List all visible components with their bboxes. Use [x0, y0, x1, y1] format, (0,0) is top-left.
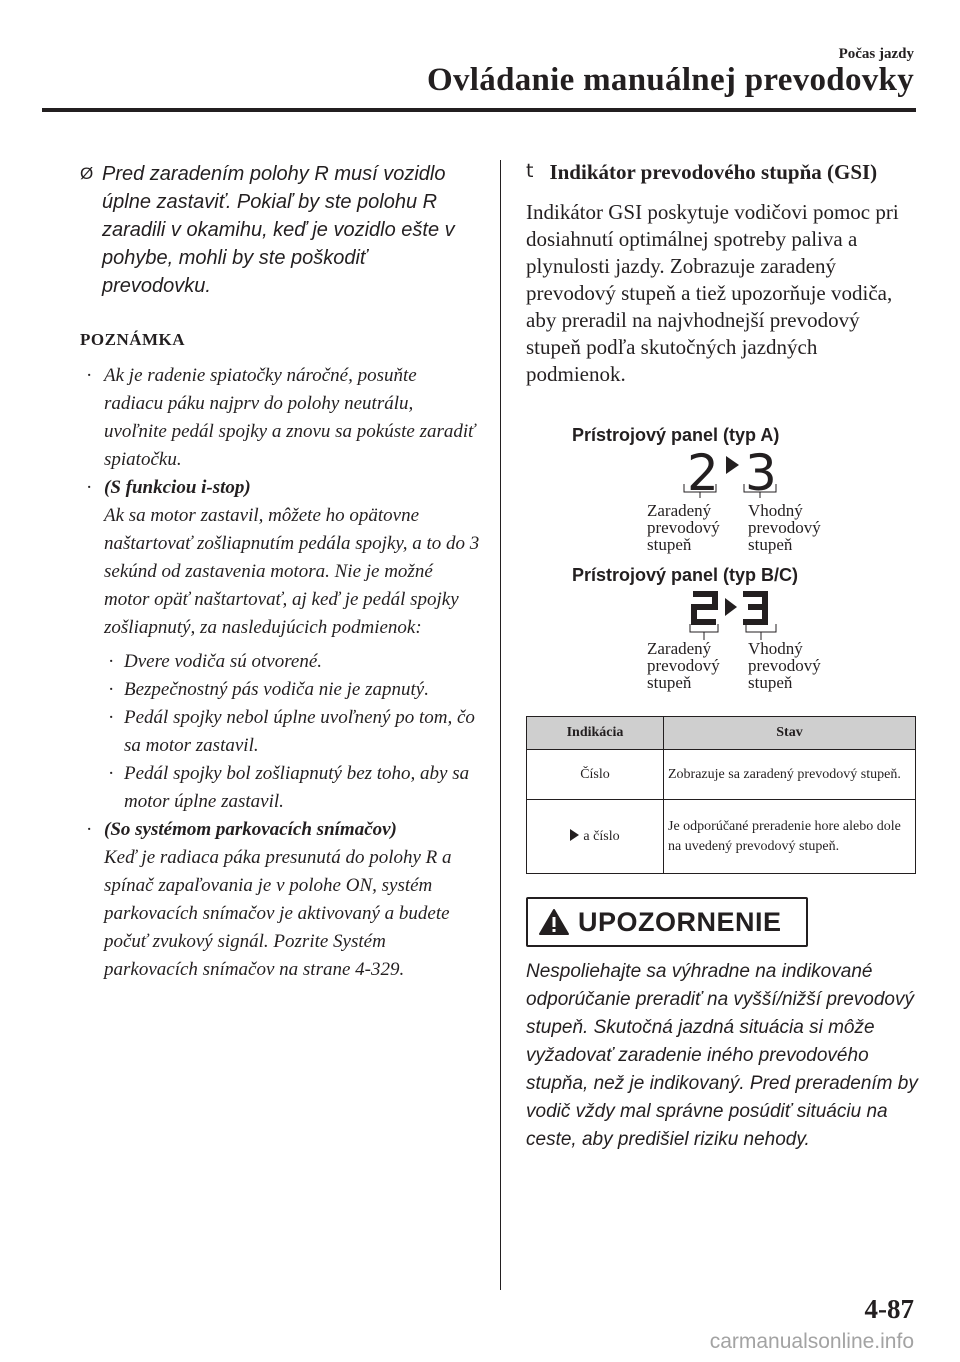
page-number: 4-87: [864, 1294, 914, 1324]
warning-title: UPOZORNENIE: [578, 906, 782, 937]
figure-title-panel-a: Prístrojový panel (typ A): [572, 425, 780, 445]
bullet: ·: [108, 679, 115, 700]
section-mark: t: [526, 160, 534, 182]
condition-item: [104, 648, 480, 676]
bullet: ·: [108, 763, 115, 784]
condition-list: [104, 648, 480, 816]
note-heading: POZNÁMKA: [80, 330, 186, 349]
note-item-text: Keď je radiaca páka presunutá do polohy R a spínač zapaľovania je v polohe ON, systém parkovacích snímačov je aktivovaný a budete počuť zvukový signál. Pozrite Systém parkovacích snímačov na strane 4-329.: [104, 847, 452, 980]
column-divider: [500, 160, 501, 1290]
current-gear-digit: 2: [687, 444, 719, 502]
condition-text: Pedál spojky nebol úplne uvoľnený po tom, čo sa motor zastavil.: [124, 707, 475, 756]
page-title: Ovládanie manuálnej prevodovky: [427, 62, 914, 98]
bullet: ·: [86, 365, 93, 386]
condition-text: Bezpečnostný pás vodiča nie je zapnutý.: [124, 679, 429, 700]
table-cell-state: Zobrazuje sa zaradený prevodový stupeň.: [664, 750, 916, 800]
label-suggested-gear-bc: Vhodný prevodový stupeň: [748, 639, 821, 692]
bullet: ·: [108, 707, 115, 728]
bullet: ·: [108, 651, 115, 672]
label-current-gear-bc: Zaradený prevodový stupeň: [647, 639, 720, 692]
bullet: ·: [86, 819, 93, 840]
shift-arrow-icon: [726, 456, 740, 474]
suggested-gear-digit: 3: [745, 444, 777, 502]
table-header-state: Stav: [664, 717, 916, 750]
figure-title-panel-bc: Prístrojový panel (typ B/C): [572, 565, 799, 585]
note-item: [80, 474, 480, 816]
indication-table: [526, 716, 916, 874]
caution-note: [80, 160, 480, 300]
condition-item: [104, 704, 480, 760]
right-column: [526, 160, 918, 388]
caution-mark: Ø: [80, 164, 94, 183]
label-current-gear: Zaradený prevodový stupeň: [647, 501, 720, 554]
note-item: [80, 362, 480, 474]
section-intro: Indikátor GSI poskytuje vodičovi pomoc pri dosiahnutí optimálnej spotreby paliva a plynulosti jazdy. Zobrazuje zaradený prevodový stupeň a tiež upozorňuje vodiča, aby preradil na najvhodnejší prevodový stupeň podľa skutočných jazdných podmienok.: [526, 200, 899, 386]
condition-item: [104, 676, 480, 704]
gear-callout-lines: [680, 482, 780, 498]
condition-text: Dvere vodiča sú otvorené.: [124, 651, 323, 672]
condition-item: [104, 760, 480, 816]
table-header-indication: Indikácia: [527, 717, 664, 750]
note-item-text: Ak je radenie spiatočky náročné, posuňte radiacu páku najprv do polohy neutrálu, uvoľnite pedál spojky a znovu sa pokúste zaradiť spiatočku.: [104, 365, 476, 470]
warning-text: Nespoliehajte sa výhradne na indikované odporúčanie preradiť na vyšší/nižší prevodový stupeň. Skutočná jazdná situácia si môže vyžadovať zaradenie iného prevodového stupňa, než je indikovaný. Pred preradením by vodič vždy mal správne posúdiť situáciu na ceste, aby predišiel riziku nehody.: [526, 961, 918, 1150]
table-row: [527, 750, 916, 800]
shift-arrow-icon: [570, 829, 580, 841]
table-row: [527, 800, 916, 874]
segment-callout-lines: [686, 622, 782, 640]
table-header-row: [527, 717, 916, 750]
section-heading: [526, 160, 918, 185]
watermark: carmanualsonline.info: [709, 1330, 914, 1353]
note-item-heading: (S funkciou i-stop): [104, 477, 251, 498]
condition-text: Pedál spojky bol zošliapnutý bez toho, aby sa motor úplne zastavil.: [124, 763, 470, 812]
table-cell-indication: Číslo: [527, 750, 664, 800]
warning-triangle-icon: [538, 908, 570, 936]
header-divider: [42, 108, 916, 112]
note-item-heading: (So systémom parkovacích snímačov): [104, 819, 397, 840]
label-suggested-gear: Vhodný prevodový stupeň: [748, 501, 821, 554]
chapter-label: Počas jazdy: [838, 46, 914, 62]
note-list: [80, 362, 480, 984]
section-title: Indikátor prevodového stupňa (GSI): [549, 160, 878, 184]
note-item: [80, 816, 480, 984]
note-item-text: Ak sa motor zastavil, môžete ho opätovne naštartovať zošliapnutím pedála spojky, a to do 3 sekúnd od zastavenia motora. Nie je možné motor opäť naštartovať, aj keď je pedál spojky zošliapnutý, za nasledujúcich podmienok:: [104, 505, 480, 638]
caution-text: Pred zaradením polohy R musí vozidlo úplne zastaviť. Pokiaľ by ste polohu R zaradili v okamihu, keď je vozidlo ešte v pohybe, mohli by ste poškodiť prevodovku.: [102, 163, 455, 297]
table-cell-state: Je odporúčané preradenie hore alebo dole na uvedený prevodový stupeň.: [664, 800, 916, 874]
indication-text: a číslo: [583, 828, 620, 844]
table-cell-indication: [527, 800, 664, 874]
warning-box: [526, 897, 808, 947]
bullet: ·: [86, 477, 93, 498]
left-column: [80, 160, 480, 984]
